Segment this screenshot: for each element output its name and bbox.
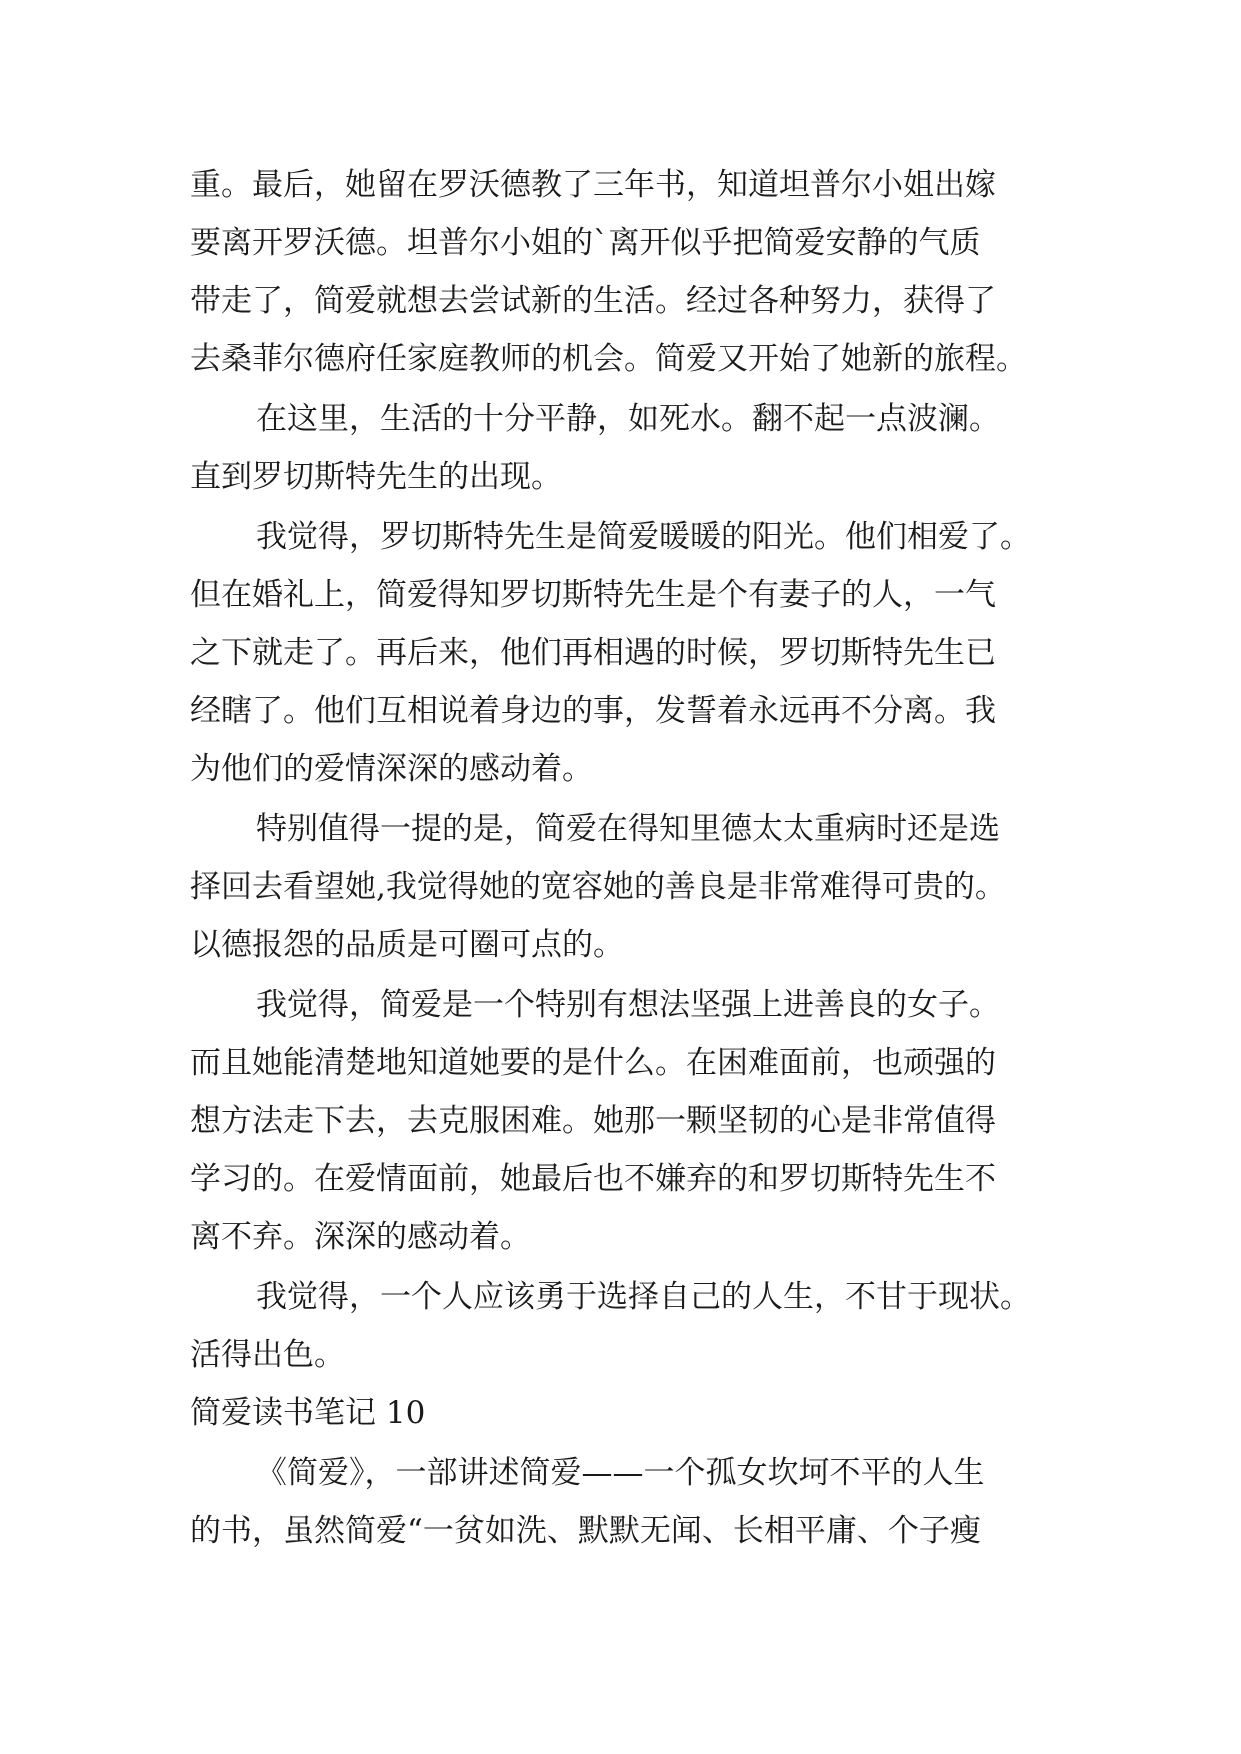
paragraph-first-line: 《简爱》，一部讲述简爱——一个孤女坎坷不平的人生 (256, 1455, 985, 1491)
text-line: 而且她能清楚地知道她要的是什么。在困难面前，也顽强的 (190, 1045, 996, 1081)
paragraph-first-line: 在这里，生活的十分平静，如死水。翻不起一点波澜。 (256, 401, 1000, 437)
text-line: 去桑菲尔德府任家庭教师的机会。简爱又开始了她新的旅程。 (190, 341, 1027, 377)
text-line: 要离开罗沃德。坦普尔小姐的`离开似乎把简爱安静的气质 (190, 225, 981, 261)
text-line: 为他们的爱情深深的感动着。 (190, 751, 593, 787)
text-line: 的书，虽然简爱“一贫如洗、默默无闻、长相平庸、个子瘦 (190, 1513, 981, 1549)
text-line: 想方法走下去，去克服困难。她那一颗坚韧的心是非常值得 (190, 1103, 996, 1139)
section-heading: 简爱读书笔记 10 (190, 1395, 426, 1431)
text-line: 直到罗切斯特先生的出现。 (190, 459, 562, 495)
text-line: 带走了，简爱就想去尝试新的生活。经过各种努力，获得了 (190, 283, 996, 319)
text-line: 之下就走了。再后来，他们再相遇的时候，罗切斯特先生已 (190, 635, 996, 671)
text-line: 活得出色。 (190, 1337, 345, 1373)
text-line: 但在婚礼上，简爱得知罗切斯特先生是个有妻子的人，一气 (190, 577, 996, 613)
paragraph-first-line: 我觉得，简爱是一个特别有想法坚强上进善良的女子。 (256, 987, 1000, 1023)
text-line: 离不弃。深深的感动着。 (190, 1219, 531, 1255)
text-line: 择回去看望她,我觉得她的宽容她的善良是非常难得可贵的。 (190, 869, 1006, 905)
text-line: 经瞎了。他们互相说着身边的事，发誓着永远再不分离。我 (190, 693, 996, 729)
paragraph-first-line: 特别值得一提的是，简爱在得知里德太太重病时还是选 (256, 811, 1000, 847)
text-line: 以德报怨的品质是可圈可点的。 (190, 927, 624, 963)
text-line: 学习的。在爱情面前，她最后也不嫌弃的和罗切斯特先生不 (190, 1161, 996, 1197)
paragraph-first-line: 我觉得，罗切斯特先生是简爱暖暖的阳光。他们相爱了。 (256, 519, 1031, 555)
paragraph-first-line: 我觉得，一个人应该勇于选择自己的人生，不甘于现状。 (256, 1279, 1031, 1315)
text-line: 重。最后，她留在罗沃德教了三年书，知道坦普尔小姐出嫁 (190, 167, 996, 203)
